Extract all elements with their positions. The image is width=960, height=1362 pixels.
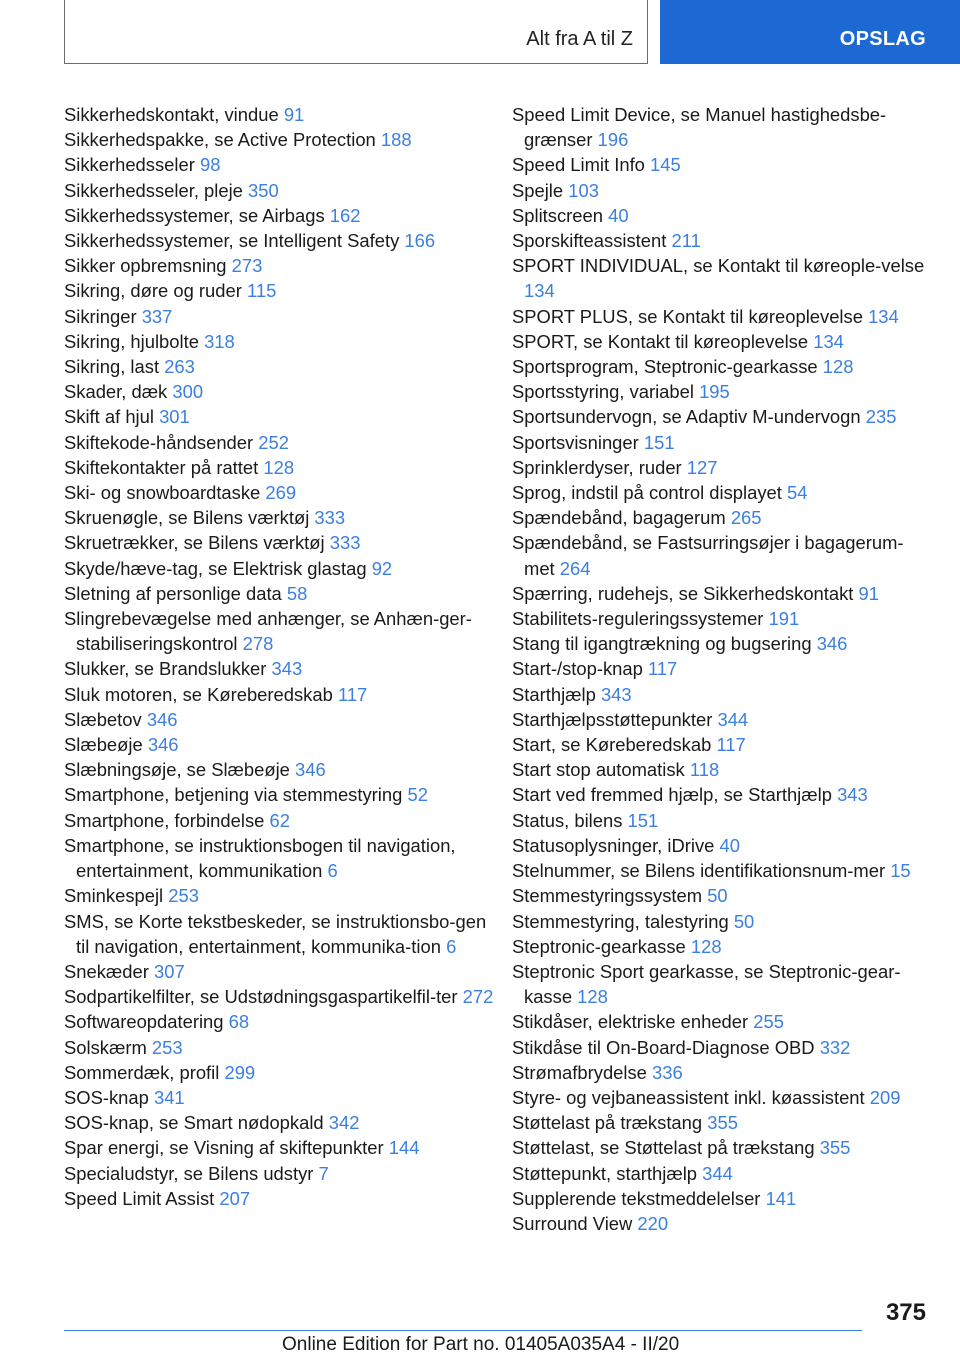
index-entry-text: SOS-knap [64,1086,149,1108]
index-entry-text: SOS-knap, se Smart nødopkald [64,1112,324,1134]
index-entry [64,606,504,656]
index-page-link[interactable]: 134 [524,280,555,302]
index-entry [512,732,932,757]
index-entry [64,1110,504,1135]
index-entry-text: Sikring, døre og ruder [64,280,242,302]
index-page-link[interactable]: 151 [627,809,659,831]
index-entry [512,757,932,782]
index-page-link[interactable]: 91 [283,104,305,125]
index-entry [64,1085,504,1110]
index-entry [512,656,932,681]
index-entry-text: Sikring, last [64,356,160,378]
index-entry [512,808,932,833]
index-page-link[interactable]: 332 [819,1036,851,1058]
index-entry-text: Stikdåser, elektriske enheder [512,1011,749,1033]
index-page-link[interactable]: 6 [327,860,338,882]
index-page-link[interactable]: 346 [146,708,178,730]
index-entry-text: Ski- og snowboardtaske [64,482,261,504]
index-page-link[interactable]: 209 [869,1086,901,1108]
footer-divider [64,1330,862,1331]
index-entry [64,682,504,707]
index-entry-text: Sommerdæk, profil [64,1061,220,1083]
index-page-link[interactable]: 336 [652,1061,683,1083]
index-page-link[interactable]: 278 [242,633,274,655]
footer-edition-text: Online Edition for Part no. 01405A035A4 - II/20 [282,1334,680,1355]
index-entry [64,127,504,152]
index-entry-text: Sikkerhedskontakt, vindue [64,104,279,125]
index-page-link[interactable]: 50 [707,885,728,907]
index-entry-text: Skift af hjul [64,406,154,428]
index-page-link[interactable]: 252 [258,431,289,453]
index-entry [512,430,932,455]
index-entry [512,152,932,177]
index-entry-text: Sikkerhedsseler [64,154,195,176]
index-entry [512,959,932,1009]
index-entry [64,278,504,303]
index-page-link[interactable]: 272 [462,986,494,1008]
index-page-link[interactable]: 265 [730,507,762,529]
index-entry-text: Stelnummer, se Bilens identifikationsnum-mer [512,860,886,882]
index-page-link[interactable]: 98 [199,154,221,176]
index-entry [512,858,932,883]
index-entry [64,329,504,354]
index-entry-text: Strømafbrydelse [512,1061,647,1083]
index-entry-text: Stemmestyringssystem [512,885,703,907]
index-page-link[interactable]: 301 [159,406,190,428]
index-entry-text: Specialudstyr, se Bilens udstyr [64,1162,314,1184]
index-entry [64,152,504,177]
index-page-link[interactable]: 299 [224,1061,256,1083]
index-entry-text: Stang til igangtrækning og bugsering [512,633,812,655]
index-page-link[interactable]: 191 [768,608,800,630]
index-entry [512,631,932,656]
index-entry-text: SPORT, se Kontakt til køreoplevelse [512,330,809,352]
index-entry-text: Sportsstyring, variabel [512,381,694,403]
index-entry-text: Sikkerhedsseler, pleje [64,179,243,201]
index-entry-text: Starthjælpsstøttepunkter [512,708,713,730]
index-page-link[interactable]: 195 [699,381,730,403]
index-entry-text: Stemmestyring, talestyring [512,910,729,932]
index-entry [64,530,504,555]
index-page-link[interactable]: 118 [689,759,720,781]
index-entry [512,883,932,908]
index-entry [512,606,932,631]
index-entry [512,379,932,404]
index-entry [64,833,504,883]
index-entry [512,102,932,152]
index-page-link[interactable]: 343 [600,683,632,705]
index-page-link[interactable]: 40 [608,204,629,226]
index-entry-text: Splitscreen [512,204,603,226]
index-page-link[interactable]: 337 [141,305,173,327]
index-entry-text: Sikkerhedssystemer, se Airbags [64,204,325,226]
index-page-link[interactable]: 235 [865,406,897,428]
index-entry [512,1211,932,1236]
index-entry [64,228,504,253]
index-page-link[interactable]: 188 [380,129,412,151]
index-page-link[interactable]: 40 [719,834,740,856]
index-entry [64,203,504,228]
index-entry-text: Slingrebevægelse med anhænger, se Anhæn-ger-stabiliseringskontrol [64,608,472,655]
index-entry-text: Sporskifteassistent [512,230,667,252]
index-entry [512,480,932,505]
index-entry [512,505,932,530]
index-entry [512,909,932,934]
index-entry-text: Statusoplysninger, iDrive [512,834,715,856]
index-page-link[interactable]: 68 [228,1011,250,1033]
index-entry-text: Slæbeøje [64,734,143,756]
index-entry [512,682,932,707]
index-entry-text: Slæbetov [64,708,142,730]
index-page-link[interactable]: 346 [147,734,179,756]
index-entry-text: Sprog, indstil på control displayet [512,482,782,504]
index-entry-text: Sikkerhedssystemer, se Intelligent Safety [64,230,400,252]
index-entry [64,808,504,833]
index-entry [64,102,504,127]
index-entry-text: Sletning af personlige data [64,582,282,604]
index-entry [512,530,932,580]
tab-label: OPSLAG [839,28,926,50]
index-entry-text: Sikringer [64,305,137,327]
index-page-link[interactable]: 127 [686,456,718,478]
index-page-link[interactable]: 128 [690,935,722,957]
index-entry [512,304,932,329]
index-entry [512,1085,932,1110]
index-page-link[interactable]: 166 [404,230,436,252]
index-entry [64,1035,504,1060]
index-entry-text: Sodpartikelfilter, se Udstødningsgaspartikelfil-ter [64,986,458,1008]
index-entry-text: SPORT INDIVIDUAL, se Kontakt til køreople-velse [512,255,925,277]
index-entry-text: Sikring, hjulbolte [64,330,199,352]
index-entry-text: Solskærm [64,1036,147,1058]
index-entry-text: Speed Limit Info [512,154,645,176]
index-entry [64,782,504,807]
index-entry-text: Start-/stop-knap [512,658,643,680]
section-title: Alt fra A til Z [526,28,633,50]
index-page-link[interactable]: 144 [388,1137,420,1159]
index-page-link[interactable]: 253 [151,1036,183,1058]
index-entry-text: Smartphone, forbindelse [64,809,265,831]
index-entry [512,228,932,253]
index-entry [512,707,932,732]
index-page-link[interactable]: 117 [647,658,678,680]
index-page-link[interactable]: 269 [265,482,297,504]
index-page-link[interactable]: 134 [868,305,899,327]
index-page-link[interactable]: 62 [269,809,290,831]
index-entry-text: Skyde/hæve-tag, se Elektrisk glastag [64,557,367,579]
index-entry-text: Start stop automatisk [512,759,685,781]
index-entry-text: Slukker, se Brandslukker [64,658,267,680]
index-entry [64,732,504,757]
index-page-link[interactable]: 341 [153,1086,185,1108]
index-entry [64,1135,504,1160]
index-page-link[interactable]: 115 [246,280,277,302]
index-entry [512,1110,932,1135]
index-entry-text: Støttelast, se Støttelast på trækstang [512,1137,815,1159]
index-page-link[interactable]: 128 [822,356,854,378]
index-entry-text: Støttelast på trækstang [512,1112,703,1134]
index-entry-text: Sluk motoren, se Køreberedskab [64,683,333,705]
index-entry [512,253,932,303]
index-entry [64,984,504,1009]
index-entry-text: Skruetrækker, se Bilens værktøj [64,532,325,554]
index-page-link[interactable]: 220 [637,1212,669,1234]
index-entry [512,1009,932,1034]
index-page-link[interactable]: 103 [568,179,599,201]
index-entry [512,1060,932,1085]
index-entry-text: Sprinklerdyser, ruder [512,456,682,478]
index-page-link[interactable]: 141 [765,1187,797,1209]
index-entry [64,1186,504,1211]
index-page-link[interactable]: 54 [787,482,808,504]
index-entry-text: Speed Limit Device, se Manuel hastighedsbe-grænser [512,104,887,151]
index-entry [64,354,504,379]
index-page-link[interactable]: 333 [314,507,346,529]
index-entry [512,178,932,203]
index-entry-text: SPORT PLUS, se Kontakt til køreoplevelse [512,305,863,327]
index-page-link[interactable]: 196 [597,129,629,151]
index-page-link[interactable]: 92 [371,557,393,579]
index-entry [64,757,504,782]
index-entry-text: Snekæder [64,960,149,982]
index-page-link[interactable]: 273 [231,255,263,277]
index-entry-text: Stabilitets-reguleringssystemer [512,608,764,630]
index-page-link[interactable]: 50 [733,910,755,932]
index-entry-text: Spar energi, se Visning af skiftepunkter [64,1137,384,1159]
index-entry [64,480,504,505]
index-entry [64,379,504,404]
index-entry-text: Sportsvisninger [512,431,639,453]
index-entry [512,404,932,429]
index-page-link[interactable]: 91 [858,582,880,604]
index-entry-text: Støttepunkt, starthjælp [512,1162,698,1184]
index-entry [512,782,932,807]
index-page-link[interactable]: 264 [559,557,591,579]
index-entry-text: Skruenøgle, se Bilens værktøj [64,507,310,529]
index-page-link[interactable]: 128 [577,986,608,1008]
index-entry [512,833,932,858]
index-entry-text: Spærring, rudehejs, se Sikkerhedskontakt [512,582,854,604]
index-page-link[interactable]: 318 [204,330,235,352]
index-entry-text: Start ved fremmed hjælp, se Starthjælp [512,784,832,806]
index-entry-text: Stikdåse til On-Board-Diagnose OBD [512,1036,815,1058]
index-entry-text: Sikker opbremsning [64,255,227,277]
index-entry-text: Softwareopdatering [64,1011,224,1033]
index-page-link[interactable]: 307 [153,960,185,982]
index-page-link[interactable]: 344 [717,708,749,730]
index-page-link[interactable]: 263 [164,356,195,378]
index-entry-text: Skader, dæk [64,381,168,403]
index-entry [64,178,504,203]
index-entry-text: Supplerende tekstmeddelelser [512,1187,761,1209]
index-page-link[interactable]: 344 [702,1162,733,1184]
index-page-link[interactable]: 162 [329,204,361,226]
index-page-link[interactable]: 343 [271,658,303,680]
index-page-link[interactable]: 207 [219,1187,251,1209]
index-page-link[interactable]: 151 [643,431,675,453]
index-entry-text: Spændebånd, bagagerum [512,507,726,529]
index-entry [512,1035,932,1060]
index-entry-text: Spejle [512,179,564,201]
index-entry [64,505,504,530]
index-entry [64,404,504,429]
index-entry-text: Slæbningsøje, se Slæbeøje [64,759,290,781]
index-page-link[interactable]: 343 [837,784,868,806]
index-entry [64,581,504,606]
index-page-link[interactable]: 52 [407,784,428,806]
index-entry [512,1161,932,1186]
index-page-link[interactable]: 134 [813,330,844,352]
index-entry [64,707,504,732]
index-entry [64,656,504,681]
index-entry-text: Sminkespejl [64,885,164,907]
index-page-link[interactable]: 6 [446,935,457,957]
index-entry-text: Smartphone, se instruktionsbogen til navigation, entertainment, kommunikation [64,834,456,882]
index-page-link[interactable]: 355 [819,1137,851,1159]
index-page-link[interactable]: 342 [328,1112,360,1134]
index-page-link[interactable]: 350 [248,179,279,201]
index-entry [64,909,504,959]
index-entry-text: Surround View [512,1212,633,1234]
index-entry-text: Smartphone, betjening via stemmestyring [64,784,403,806]
index-entry [512,1186,932,1211]
index-entry-text: Skiftekontakter på rattet [64,456,259,478]
index-page-link[interactable]: 117 [337,683,368,705]
index-page-link[interactable]: 128 [263,456,295,478]
index-entry [512,329,932,354]
index-page-link[interactable]: 346 [295,759,326,781]
index-page-link[interactable]: 346 [816,633,848,655]
index-entry [64,430,504,455]
index-entry [64,959,504,984]
index-entry [512,934,932,959]
index-entry-text: Sportsprogram, Steptronic-gearkasse [512,356,818,378]
index-page-link[interactable]: 333 [329,532,361,554]
header-section-box [64,0,648,64]
index-entry [64,455,504,480]
header-tab-opslag[interactable] [660,0,960,64]
index-page-link[interactable]: 211 [671,230,701,252]
page-number: 375 [885,1299,926,1326]
index-entry [512,354,932,379]
index-column-right [512,102,932,1236]
index-page-link[interactable]: 355 [707,1112,738,1134]
index-entry [64,556,504,581]
index-entry-text: Start, se Køreberedskab [512,734,712,756]
index-page-link[interactable]: 253 [168,885,199,907]
index-entry-text: Speed Limit Assist [64,1187,215,1209]
index-entry [64,1009,504,1034]
index-entry-text: Spændebånd, se Fastsurringsøjer i bagagerum-met [512,532,904,579]
index-page-link[interactable]: 300 [172,381,204,403]
index-entry-text: SMS, se Korte tekstbeskeder, se instruktionsbo-gen til navigation, entertainment, kommunika-tion [64,910,487,957]
index-entry-text: Starthjælp [512,683,596,705]
index-page-link[interactable]: 15 [890,860,911,882]
index-entry-text: Sikkerhedspakke, se Active Protection [64,129,376,151]
index-entry [64,1161,504,1186]
index-entry [64,1060,504,1085]
index-entry-text: Skiftekode-håndsender [64,431,254,453]
index-page-link[interactable]: 145 [650,154,681,176]
index-column-left [64,102,504,1211]
index-entry [512,203,932,228]
index-entry-text: Sportsundervogn, se Adaptiv M-undervogn [512,406,861,428]
index-page-link[interactable]: 117 [716,734,746,756]
index-entry [64,304,504,329]
index-entry [512,581,932,606]
index-entry [512,1135,932,1160]
index-entry-text: Styre- og vejbaneassistent inkl. køassistent [512,1086,865,1108]
index-entry-text: Steptronic Sport gearkasse, se Steptronic-gear-kasse [512,960,901,1008]
index-entry [64,883,504,908]
index-entry-text: Steptronic-gearkasse [512,935,686,957]
index-page-link[interactable]: 7 [318,1162,329,1184]
index-page-link[interactable]: 58 [286,582,308,604]
index-entry [64,253,504,278]
index-page-link[interactable]: 255 [753,1011,784,1033]
index-entry [512,455,932,480]
index-entry-text: Status, bilens [512,809,623,831]
